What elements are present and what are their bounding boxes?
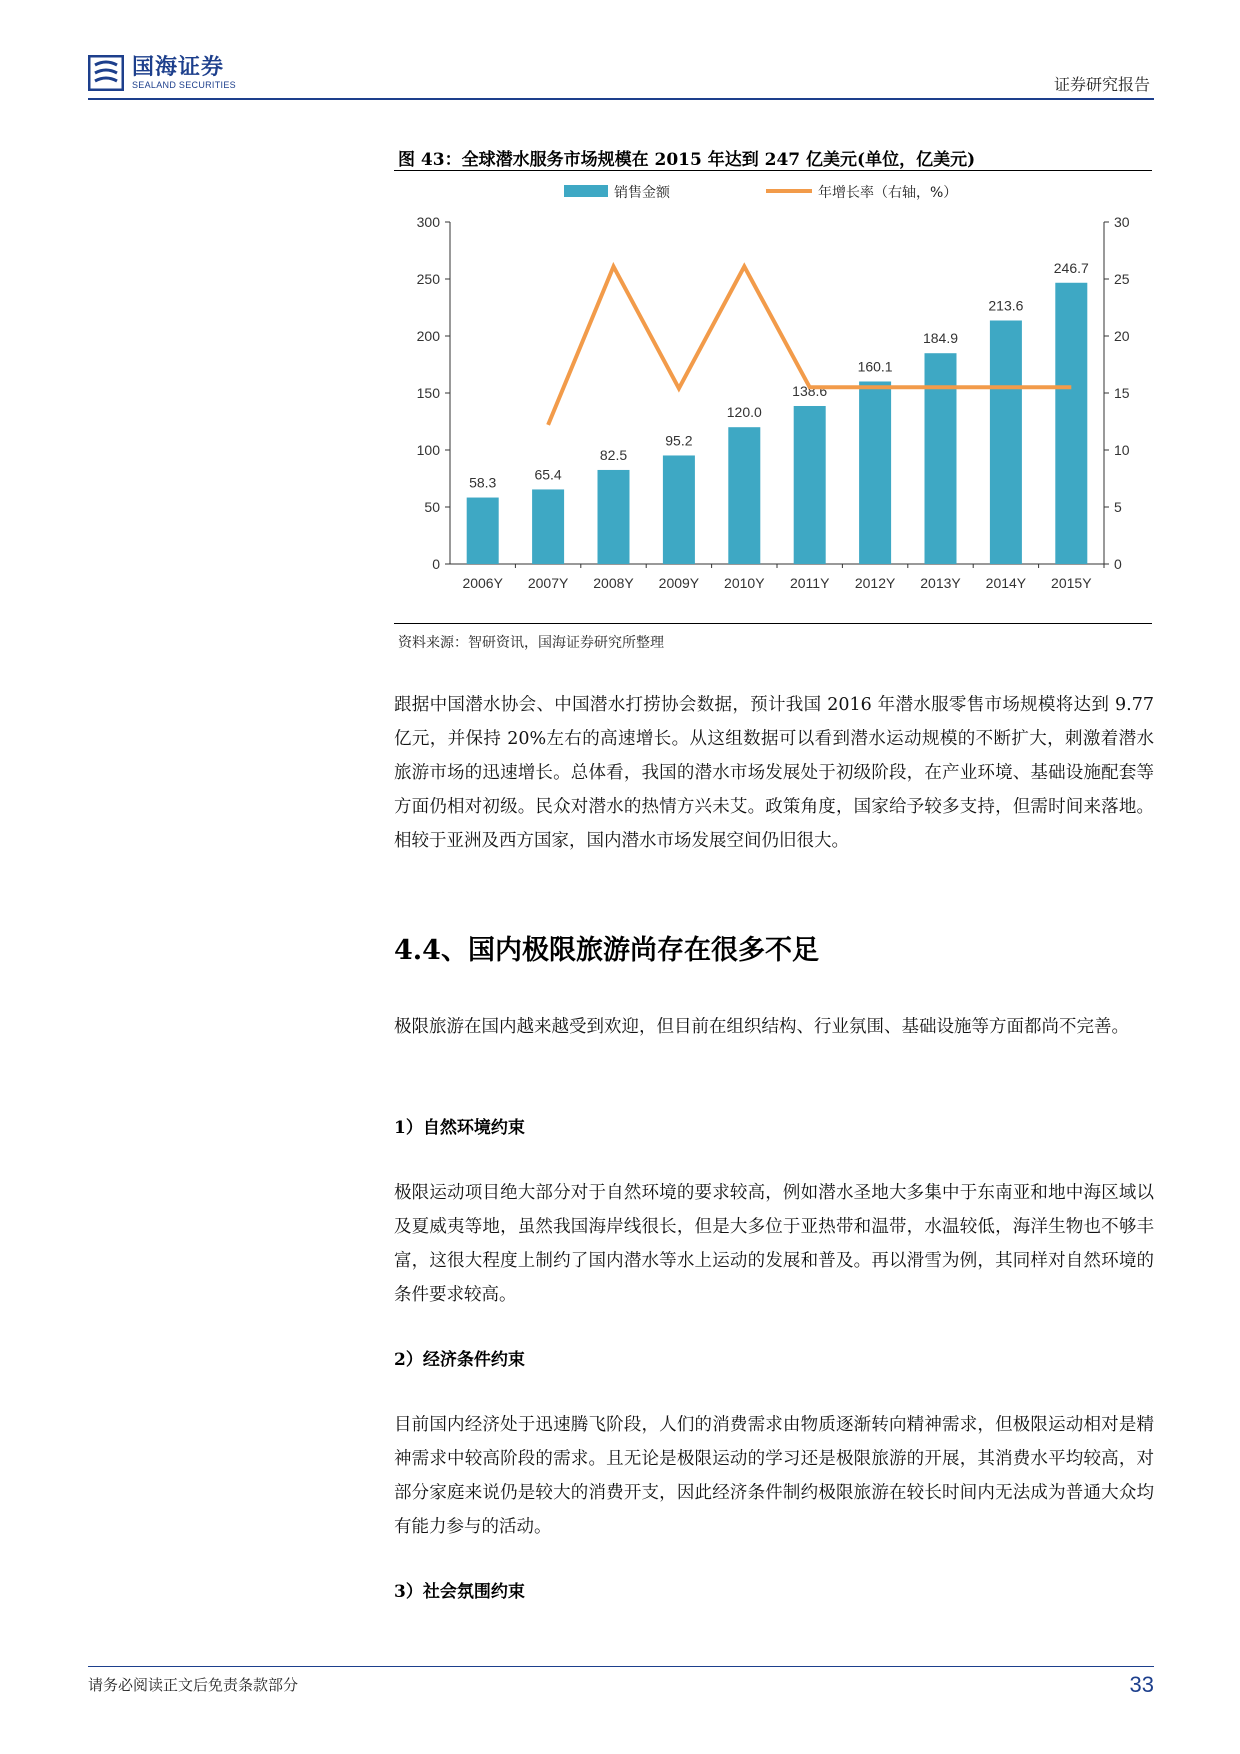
- legend-line-label: 年增长率（右轴，%）: [818, 185, 958, 201]
- x-axis-tick-label: 2014Y: [985, 575, 1027, 591]
- figure-title: 图 43：全球潜水服务市场规模在 2015 年达到 247 亿美元(单位，亿美元): [398, 150, 976, 170]
- bar-2015Y: [1055, 283, 1087, 564]
- logo-name-en: SEALAND SECURITIES: [132, 79, 236, 90]
- bar-value-label: 138.6: [792, 382, 828, 399]
- right-axis-tick-label: 20: [1114, 328, 1130, 344]
- bar-value-label: 65.4: [534, 466, 562, 483]
- left-axis-tick-label: 150: [416, 385, 440, 401]
- subheading-social-atmosphere: 3）社会氛围约束: [394, 1582, 525, 1602]
- x-axis-tick-label: 2012Y: [854, 575, 896, 591]
- left-axis-tick-label: 100: [416, 442, 440, 458]
- page-number: 33: [1129, 1672, 1154, 1697]
- section-title: 4.4、国内极限旅游尚存在很多不足: [394, 935, 819, 966]
- figure-bottom-rule: [394, 623, 1152, 624]
- figure-top-rule: [394, 170, 1152, 171]
- bar-value-label: 160.1: [857, 358, 893, 375]
- bar-value-label: 82.5: [599, 446, 628, 463]
- figure-source: 资料来源：智研资讯，国海证券研究所整理: [398, 635, 664, 651]
- left-axis-tick-label: 250: [416, 271, 440, 287]
- page-header: [88, 52, 1154, 102]
- sealand-logo-icon: [88, 55, 124, 91]
- right-axis-tick-label: 5: [1114, 499, 1122, 515]
- company-logo: [88, 52, 236, 94]
- legend-bar-swatch: [564, 185, 608, 197]
- right-axis-tick-label: 25: [1114, 271, 1130, 287]
- bar-2008Y: [598, 470, 630, 564]
- subheading-economic-conditions: 2）经济条件约束: [394, 1350, 525, 1370]
- bar-value-label: 120.0: [726, 404, 762, 421]
- x-axis-tick-label: 2006Y: [462, 575, 503, 591]
- right-axis-tick-label: 15: [1114, 385, 1130, 401]
- x-axis-tick-label: 2011Y: [789, 575, 830, 591]
- right-axis-tick-label: 0: [1114, 556, 1122, 572]
- footer-divider: [88, 1666, 1154, 1667]
- paragraph-economic-conditions: 目前国内经济处于迅速腾飞阶段，人们的消费需求由物质逐渐转向精神需求，但极限运动相对是精神需求中较高阶段的需求。且无论是极限运动的学习还是极限旅游的开展，其消费水平均较高，对部分家庭来说仍是较大的消费开支，因此经济条件制约极限旅游在较长时间内无法成为普通大众均有能力参与的活动。: [394, 1415, 1154, 1537]
- left-axis-tick-label: 300: [416, 214, 440, 230]
- right-axis-tick-label: 30: [1114, 214, 1130, 230]
- paragraph-diving-market: 跟据中国潜水协会、中国潜水打捞协会数据，预计我国 2016 年潜水服零售市场规模将达到 9.77 亿元，并保持 20%左右的高速增长。从这组数据可以看到潜水运动规模的不断扩大，刺激着潜水旅游市场的迅速增长。总体看，我国的潜水市场发展处于初级阶段，在产业环境、基础设施配套等方面仍相对初级。民众对潜水的热情方兴未艾。政策角度，国家给予较多支持，但需时间来落地。相较于亚洲及西方国家，国内潜水市场发展空间仍旧很大。: [394, 695, 1154, 851]
- market-size-chart: [394, 176, 1154, 616]
- bar-2007Y: [532, 489, 564, 564]
- header-divider: [88, 98, 1154, 100]
- x-axis-tick-label: 2010Y: [724, 575, 765, 591]
- x-axis-tick-label: 2008Y: [593, 575, 634, 591]
- bar-value-label: 213.6: [988, 297, 1024, 314]
- bar-2013Y: [925, 353, 957, 564]
- report-type-label: 证券研究报告: [1053, 75, 1150, 94]
- x-axis-tick-label: 2013Y: [920, 575, 961, 591]
- x-axis-tick-label: 2015Y: [1051, 575, 1092, 591]
- bar-2014Y: [990, 320, 1022, 564]
- bar-value-label: 246.7: [1053, 259, 1089, 276]
- subheading-natural-environment: 1）自然环境约束: [394, 1118, 525, 1138]
- left-axis-tick-label: 200: [416, 328, 440, 344]
- bar-value-label: 95.2: [665, 432, 693, 449]
- paragraph-intro: 极限旅游在国内越来越受到欢迎，但目前在组织结构、行业氛围、基础设施等方面都尚不完善。: [394, 1017, 1129, 1037]
- x-axis-tick-label: 2009Y: [658, 575, 700, 591]
- paragraph-natural-environment: 极限运动项目绝大部分对于自然环境的要求较高，例如潜水圣地大多集中于东南亚和地中海区域以及夏威夷等地，虽然我国海岸线很长，但是大多位于亚热带和温带，水温较低，海洋生物也不够丰富，这很大程度上制约了国内潜水等水上运动的发展和普及。再以滑雪为例，其同样对自然环境的条件要求较高。: [394, 1183, 1154, 1305]
- bar-2006Y: [467, 498, 499, 564]
- bar-value-label: 184.9: [922, 330, 959, 347]
- bar-2009Y: [663, 455, 695, 564]
- legend-bar-label: 销售金额: [614, 185, 670, 201]
- bar-2011Y: [794, 406, 826, 564]
- footer-disclaimer: 请务必阅读正文后免责条款部分: [88, 1676, 299, 1694]
- bar-2012Y: [859, 381, 891, 564]
- bar-value-label: 58.3: [469, 474, 497, 491]
- left-axis-tick-label: 0: [432, 556, 440, 572]
- bar-2010Y: [728, 427, 760, 564]
- logo-name-cn: 国海证券: [132, 54, 225, 80]
- x-axis-tick-label: 2007Y: [527, 575, 569, 591]
- left-axis-tick-label: 50: [424, 499, 440, 515]
- right-axis-tick-label: 10: [1114, 442, 1130, 458]
